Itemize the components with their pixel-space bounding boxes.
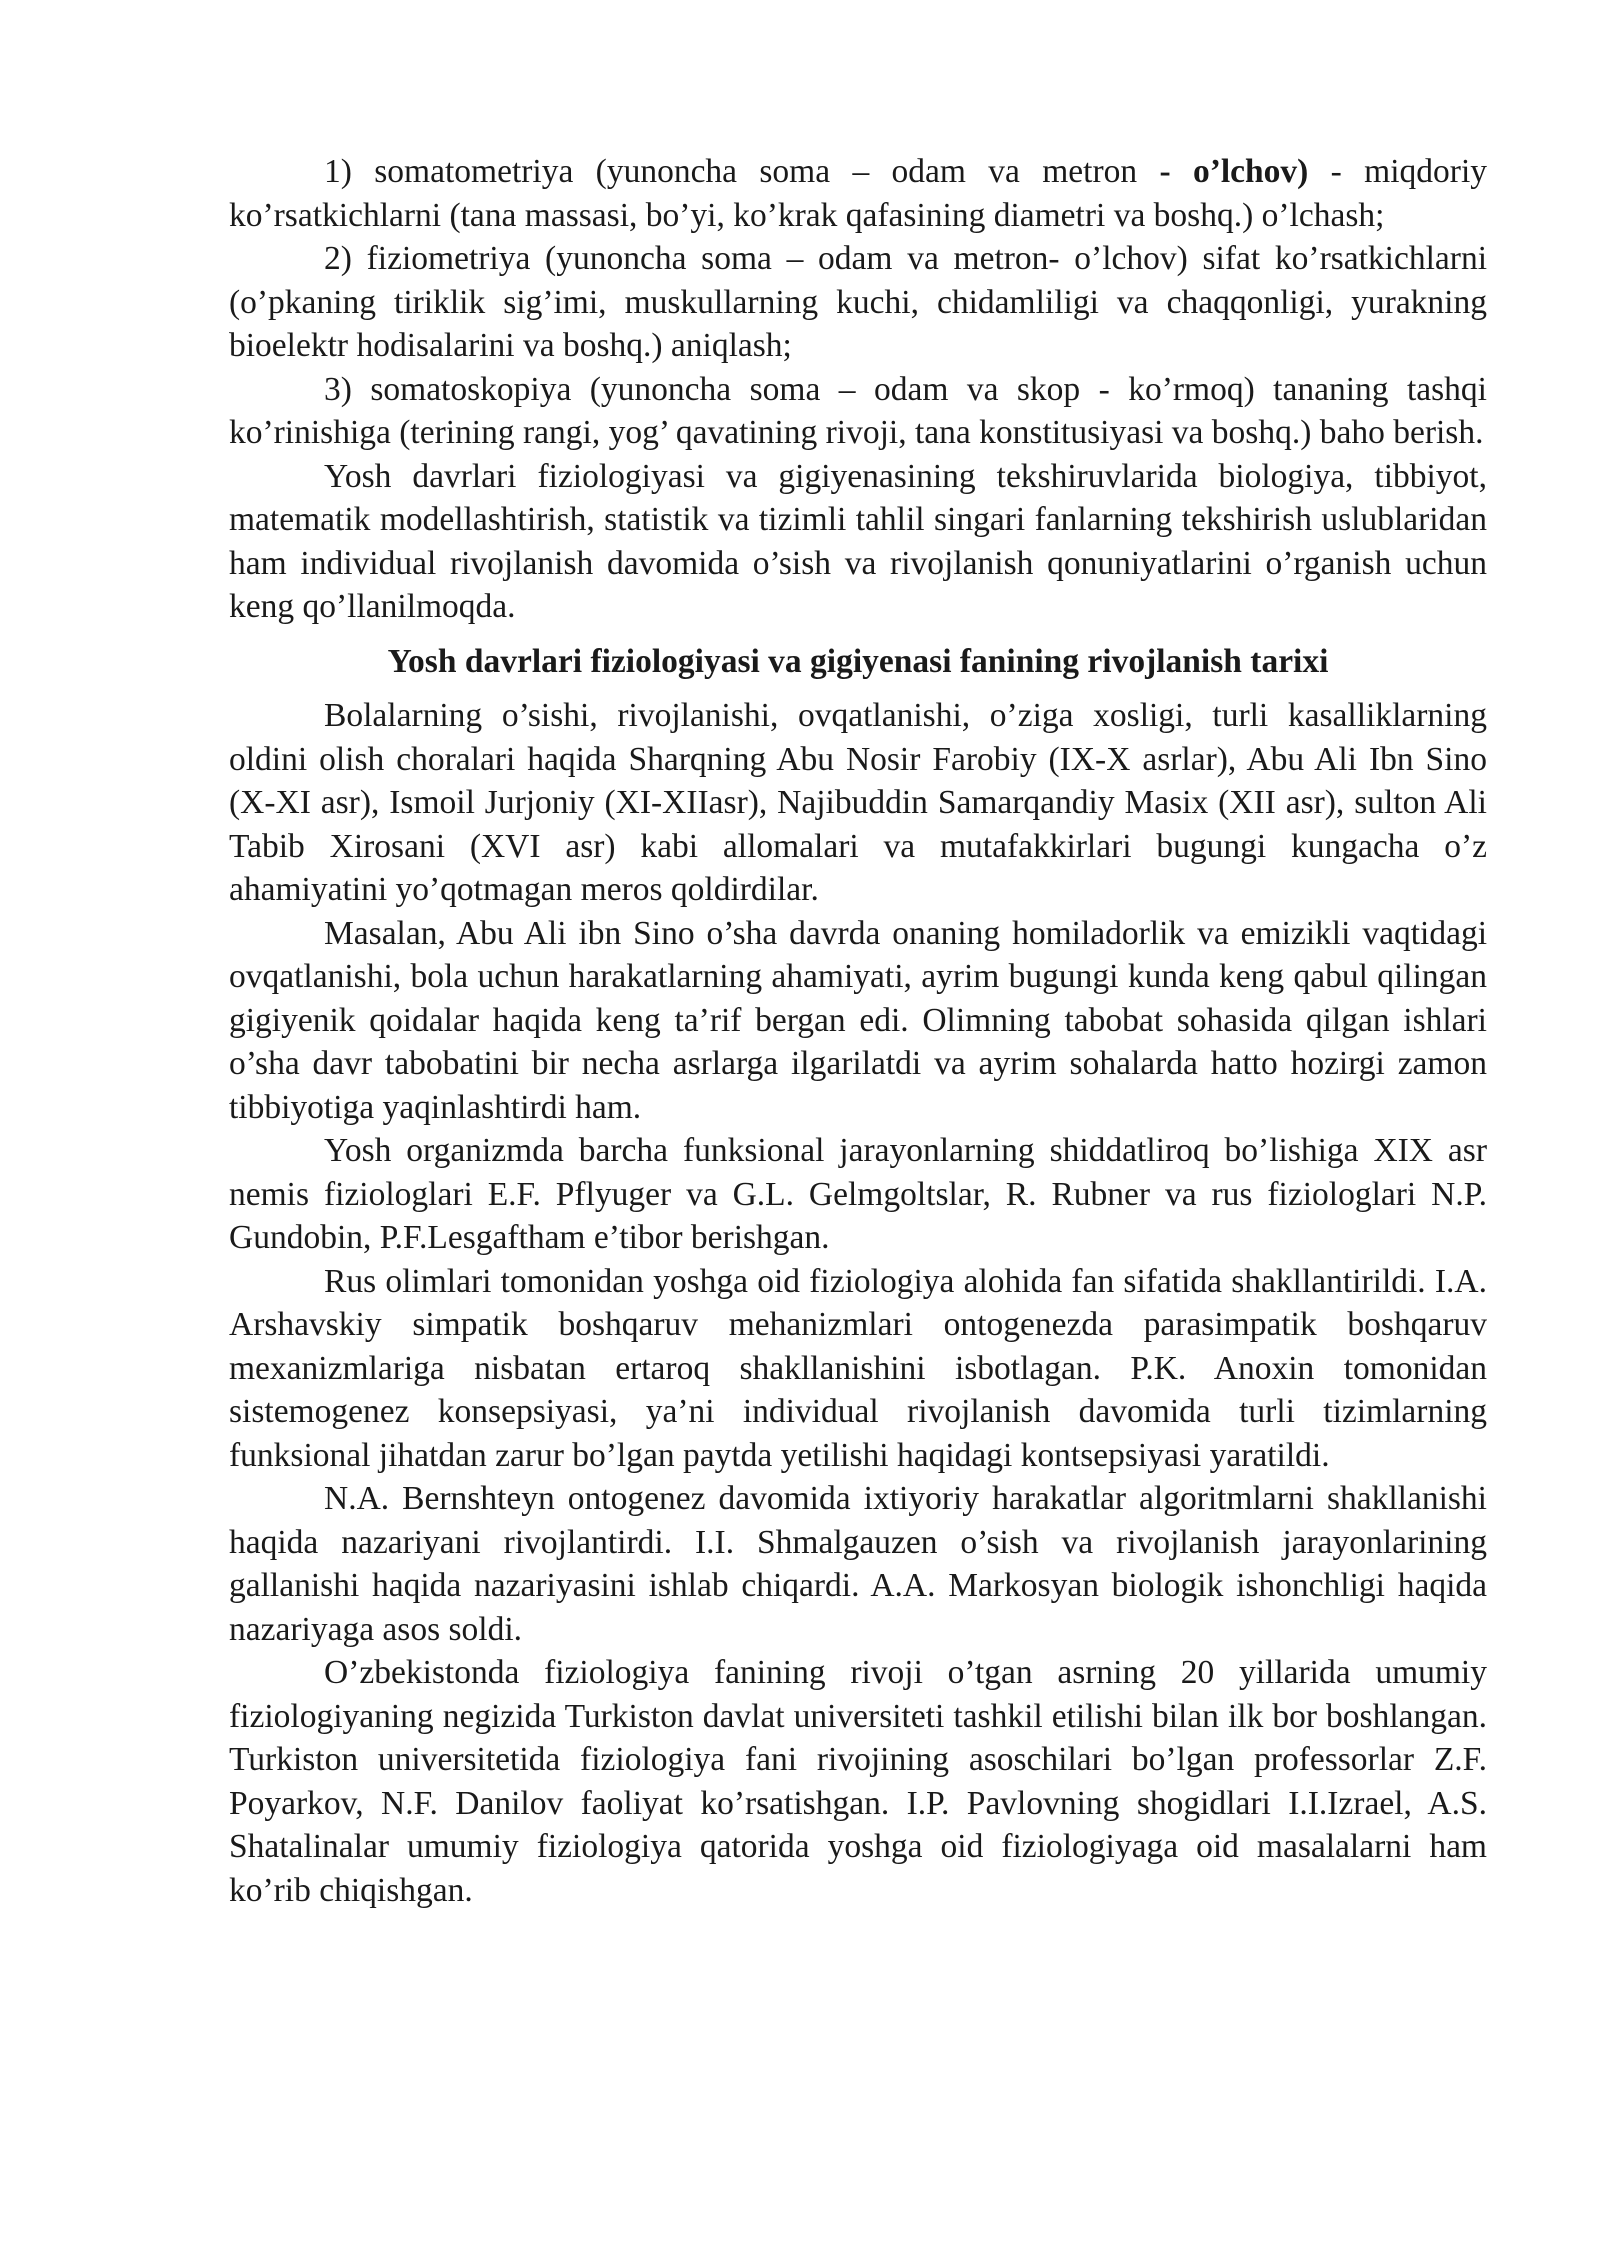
paragraph: O’zbekistonda fiziologiya fanining rivoji o’tgan asrning 20 yillarida umumiy fiziologiyaning negizida Turkiston davlat universiteti tashkil etilishi bilan ilk bor boshlangan. Turkiston universitetida fiziologiya fani rivojining asoschilari bo’lgan professorlar Z.F. Poyarkov, N.F. Danilov faoliyat ko’rsatishgan. I.P. Pavlovning shogidlari I.I.Izrael, A.S. Shatalinalar umumiy fiziologiya qatorida yoshga oid fiziologiyaga oid masalalarni ham ko’rib chiqishgan. xyxy=(229,1654,1487,1909)
paragraph: Rus olimlari tomonidan yoshga oid fiziologiya alohida fan sifatida shakllantirildi. I.A. Arshavskiy simpatik boshqaruv mehanizmlari ontogenezda parasimpatik boshqaruv mexanizmlariga nisbatan ertaroq shakllanishini isbotlagan. P.K. Anoxin tomonidan sistemogenez konsepsiyasi, ya’ni individual rivojlanish davomida turli tizimlarning funksional jihatdan zarur bo’lgan paytda yetilishi haqidagi kontsepsiyasi yaratildi. xyxy=(229,1262,1487,1474)
paragraph: Yosh organizmda barcha funksional jarayonlarning shiddatliroq bo’lishiga XIX asr nemis fiziologlari E.F. Pflyuger va G.L. Gelmgoltslar, R. Rubner va rus fiziologlari N.P. Gundobin, P.F.Lesgaftham e’tibor berishgan. xyxy=(229,1132,1487,1256)
paragraph-somatometriya xyxy=(229,150,1487,237)
paragraph-somatoskopiya: 3) somatoskopiya (yunoncha soma – odam va skop - ko’rmoq) tananing tashqi ko’rinishiga (terining rangi, yog’ qavatining rivoji, tana konstitusiyasi va boshq.) baho berish. xyxy=(229,370,1487,451)
paragraph: Masalan, Abu Ali ibn Sino o’sha davrda onaning homiladorlik va emizikli vaqtidagi ovqatlanishi, bola uchun harakatlarning ahamiyati, ayrim bugungi kunda keng qabul qilingan gigiyenik qoidalar haqida keng ta’rif bergan edi. Olimning tabobat sohasida qilgan ishlari o’sha davr tabobatini bir necha asrlarga ilgarilatdi va ayrim sohalarda hatto hozirgi zamon tibbiyotiga yaqinlashtirdi ham. xyxy=(229,914,1487,1126)
paragraph-text: 1) somatometriya (yunoncha soma – odam va metron xyxy=(324,153,1160,190)
paragraph: Bolalarning o’sishi, rivojlanishi, ovqatlanishi, o’ziga xosligi, turli kasalliklarning oldini olish choralari haqida Sharqning Abu Nosir Farobiy (IX-X asrlar), Abu Ali Ibn Sino (X-XI asr), Ismoil Jurjoniy (XI-XIIasr), Najibuddin Samarqandiy Masix (XII asr), sulton Ali Tabib Xirosani (XVI asr) kabi allomalari va mutafakkirlari bugungi kungacha o’z ahamiyatini yo’qotmagan meros qoldirdilar. xyxy=(229,697,1487,908)
bold-term: - o’lchov) xyxy=(1159,153,1309,190)
section-heading: Yosh davrlari fiziologiyasi va gigiyenasi fanining rivojlanish tarixi xyxy=(387,642,1329,680)
document-page xyxy=(229,150,1487,1912)
paragraph-fiziometriya: 2) fiziometriya (yunoncha soma – odam va metron- o’lchov) sifat ko’rsatkichlarni (o’pkaning tiriklik sig’imi, muskullarning kuchi, chidamliligi va chaqqonligi, yurakning bioelektr hodisalarini va boshq.) aniqlash; xyxy=(229,240,1487,364)
paragraph-methods: Yosh davrlari fiziologiyasi va gigiyenasining tekshiruvlarida biologiya, tibbiyot, matematik modellashtirish, statistik va tizimli tahlil singari fanlarning tekshirish uslublaridan ham individual rivojlanish davomida o’sish va rivojlanish qonuniyatlarini o’rganish uchun keng qo’llanilmoqda. xyxy=(229,457,1487,625)
paragraph-text: - miqdoriy ko’rsatkichlarni (tana massasi, bo’yi, ko’krak qafasining diametri va boshq.) o’lchash; xyxy=(229,153,1487,234)
paragraph: N.A. Bernshteyn ontogenez davomida ixtiyoriy harakatlar algoritmlarni shakllanishi haqida nazariyani rivojlantirdi. I.I. Shmalgauzen o’sish va rivojlanish jarayonlarining gallanishi haqida nazariyasini ishlab chiqardi. A.A. Markosyan biologik ishonchligi haqida nazariyaga asos soldi. xyxy=(229,1480,1487,1648)
